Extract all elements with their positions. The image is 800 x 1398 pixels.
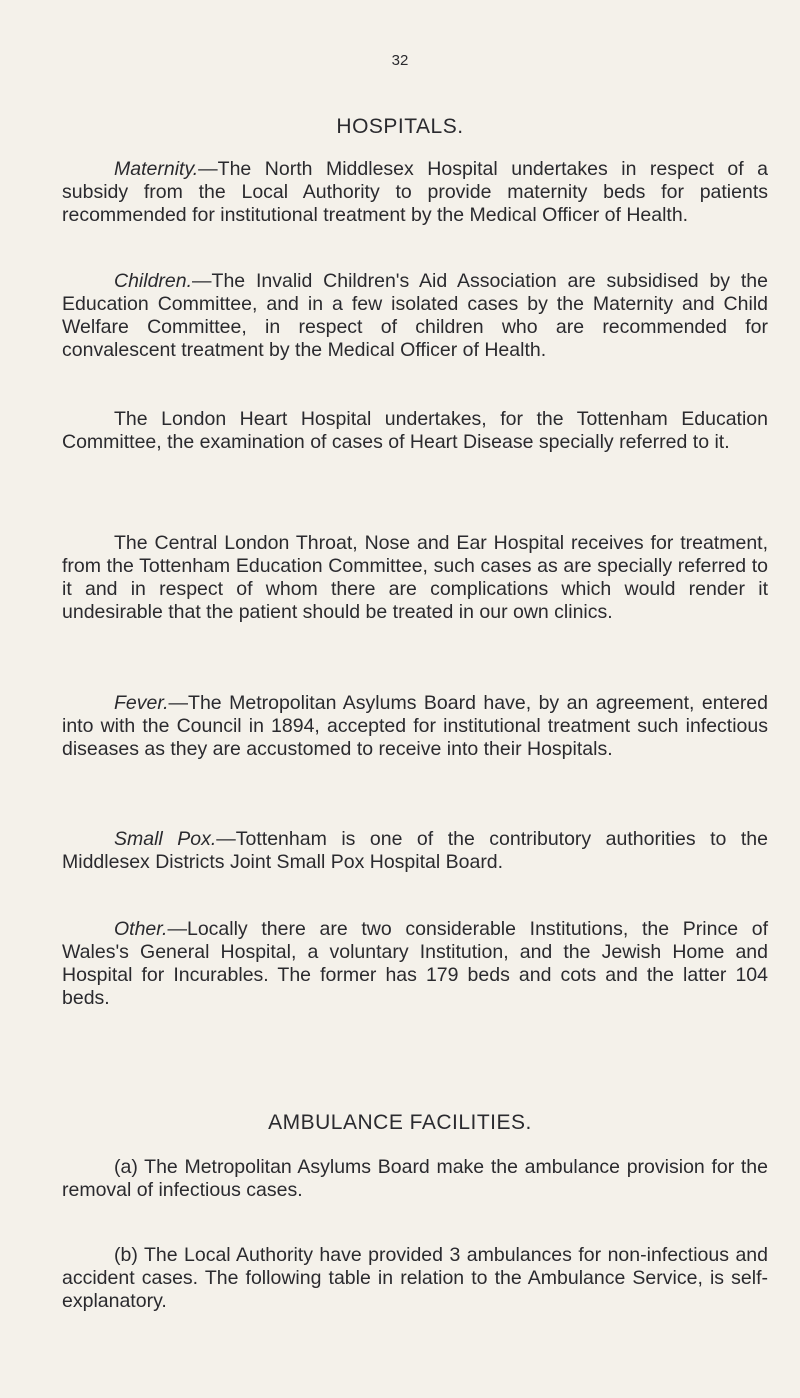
paragraph-text: The Central London Throat, Nose and Ear Hospital receives for treatment, from the Tottenham Education Committee, such cases as are specially referred to it and in respect of whom there are complications which would render it undesirable that the patient should be treated in our own clinics. <box>62 532 768 623</box>
paragraph-text: —Locally there are two considerable Institutions, the Prince of Wales's General Hospital, a voluntary Institution, and the Jewish Home and Hospital for Incurables. The former has 179 beds and cots and the latter 104 beds. <box>62 918 768 1009</box>
paragraph-text: —Tottenham is one of the contributory authorities to the Middlesex Districts Joint Small Pox Hospital Board. <box>62 828 768 873</box>
paragraph-text: (a) The Metropolitan Asylums Board make the ambulance provision for the removal of infectious cases. <box>62 1156 768 1201</box>
ambulance-paragraph-a <box>62 1156 768 1202</box>
ambulance-paragraph-b <box>62 1244 768 1313</box>
ambulance-heading: AMBULANCE FACILITIES. <box>268 1111 532 1134</box>
other-paragraph <box>62 918 768 1010</box>
paragraph-lead: Maternity. <box>114 158 199 180</box>
paragraph-text: —The Metropolitan Asylums Board have, by an agreement, entered into with the Council in 1894, accepted for institutional treatment such infectious diseases as they are accustomed to receive into their Hospitals. <box>62 692 768 760</box>
heart-hospital-paragraph <box>62 408 768 454</box>
page-number: 32 <box>391 52 409 69</box>
paragraph-lead: Other. <box>114 918 168 940</box>
paragraph-text: —The North Middlesex Hospital undertakes in respect of a subsidy from the Local Authority to provide maternity beds for patients recommended for institutional treatment by the Medical Officer of Health. <box>62 158 768 226</box>
paragraph-lead: Fever. <box>114 692 169 714</box>
throat-hospital-paragraph <box>62 532 768 624</box>
paragraph-lead: Small Pox. <box>114 828 217 850</box>
hospitals-heading: HOSPITALS. <box>336 115 464 138</box>
paragraph-lead: Children. <box>114 270 193 292</box>
paragraph-text: The London Heart Hospital undertakes, for the Tottenham Education Committee, the examination of cases of Heart Disease specially referred to it. <box>62 408 768 453</box>
paragraph-text: —The Invalid Children's Aid Association are subsidised by the Education Committee, and in a few isolated cases by the Maternity and Child Welfare Committee, in respect of children who are recommended for convalescent treatment by the Medical Officer of Health. <box>62 270 768 361</box>
maternity-paragraph <box>62 158 768 227</box>
paragraph-text: (b) The Local Authority have provided 3 ambulances for non-infectious and accident cases. The following table in relation to the Ambulance Service, is self-explanatory. <box>62 1244 768 1312</box>
small-pox-paragraph <box>62 828 768 874</box>
children-paragraph <box>62 270 768 362</box>
fever-paragraph <box>62 692 768 761</box>
